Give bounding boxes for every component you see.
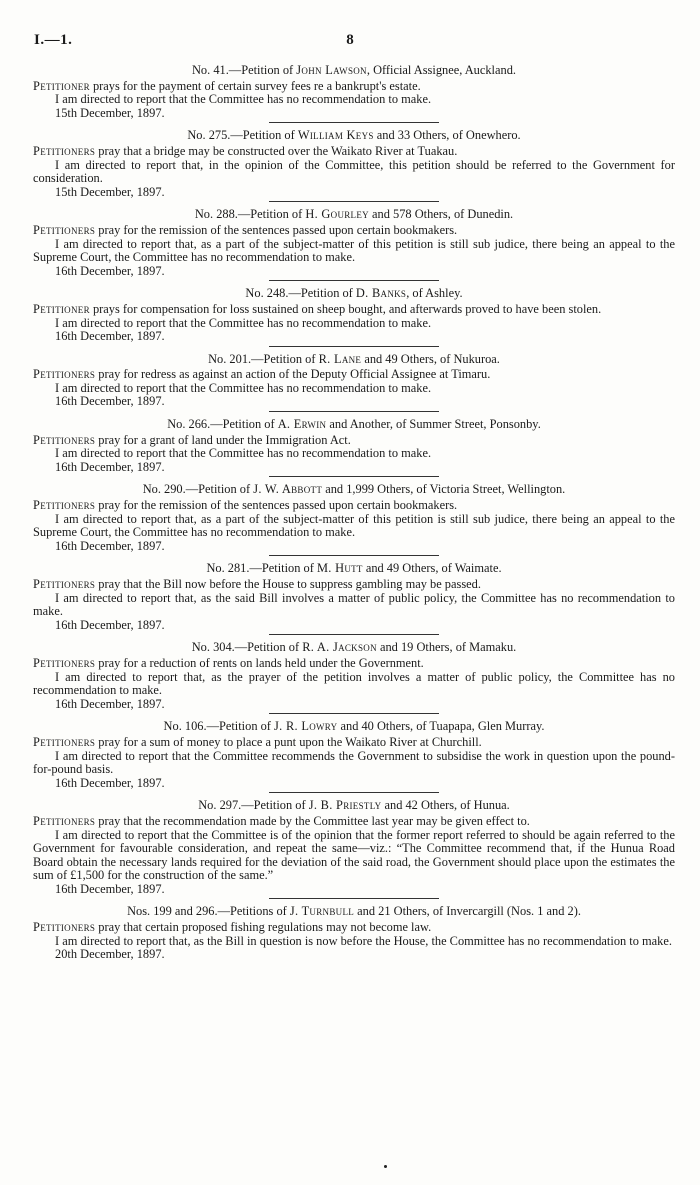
committee-report: I am directed to report that, as a part of the subject-matter of this petition is still sub judice, there being an appeal to the Supreme Court, the Committee has no recommendation to make. <box>33 236 675 265</box>
petition-origin: and 1,999 Others, of Victoria Street, Wellington. <box>322 482 566 497</box>
report-date: 16th December, 1897. <box>55 696 165 711</box>
report-date: 15th December, 1897. <box>55 184 165 199</box>
section-divider <box>269 411 439 412</box>
petition-title <box>33 562 675 576</box>
prayer-text: pray for the remission of the sentences passed upon certain bookmakers. <box>95 222 458 237</box>
prayer-lead: Petitioners <box>33 920 96 935</box>
prayer-lead: Petitioners <box>33 577 96 591</box>
petition-number: No. 201.—Petition of <box>208 351 316 366</box>
petition-number: No. 281.—Petition of <box>206 561 314 576</box>
petitions-list <box>33 64 675 966</box>
page-header <box>34 34 666 52</box>
prayer-lead: Petitioners <box>33 498 96 513</box>
petition-entry <box>33 418 675 477</box>
prayer-text: prays for the payment of certain survey fees re a bankrupt's estate. <box>89 78 421 93</box>
report-date: 16th December, 1897. <box>55 394 165 409</box>
page-number: 8 <box>346 32 354 48</box>
committee-report: I am directed to report that, as the Bill in question is now before the House, the Committee has no recommendation to make. <box>55 933 672 948</box>
petition-number: No. 266.—Petition of <box>167 417 275 432</box>
petitioner-name: A. Erwin <box>277 417 327 432</box>
committee-report: I am directed to report that, as a part of the subject-matter of this petition is still sub judice, there being an appeal to the Supreme Court, the Committee has no recommendation to make. <box>33 511 675 540</box>
petition-entry <box>33 287 675 346</box>
prayer-text: pray that certain proposed fishing regulations may not become law. <box>95 920 432 935</box>
petitioner-name: H. Gourley <box>305 207 369 222</box>
prayer-lead: Petitioners <box>33 813 96 828</box>
petition-origin: and 42 Others, of Hunua. <box>381 798 510 813</box>
section-divider <box>269 555 439 556</box>
committee-report: I am directed to report that the Committee has no recommendation to make. <box>55 315 432 330</box>
petition-entry <box>33 64 675 123</box>
prayer-text: prays for compensation for loss sustained on sheep bought, and afterwards proved to have been stolen. <box>89 301 602 316</box>
petitioner-name: J. B. Priestly <box>308 798 382 813</box>
petition-entry <box>33 483 675 556</box>
petition-title <box>33 418 675 432</box>
committee-report: I am directed to report that, as the said Bill involves a matter of public policy, the Committee has no recommendation to make. <box>33 590 675 619</box>
petition-entry <box>33 353 675 412</box>
section-divider <box>269 476 439 477</box>
petition-title <box>33 483 675 497</box>
petition-title <box>33 129 675 143</box>
petition-title <box>33 799 675 813</box>
section-divider <box>269 713 439 714</box>
section-divider <box>269 122 439 123</box>
section-divider <box>269 201 439 202</box>
petition-number: No. 304.—Petition of <box>191 640 300 655</box>
petitioner-name: R. Lane <box>318 351 362 366</box>
petition-title <box>33 905 675 919</box>
paper-reference: I.—1. <box>34 32 73 48</box>
committee-report: I am directed to report that, as the prayer of the petition involves a matter of public policy, the Committee has no recommendation to make. <box>33 669 675 698</box>
report-date: 16th December, 1897. <box>55 538 165 553</box>
petition-origin: and 49 Others, of Waimate. <box>362 561 502 576</box>
section-divider <box>269 346 439 347</box>
committee-report: I am directed to report that, in the opinion of the Committee, this petition should be referred to the Government for consideration. <box>33 157 675 186</box>
petition-title <box>33 720 675 734</box>
petition-origin: and 21 Others, of Invercargill (Nos. 1 and 2). <box>354 904 581 919</box>
petition-prayer <box>33 434 675 448</box>
petition-entry <box>33 799 675 899</box>
prayer-text: pray for redress as against an action of the Deputy Official Assignee at Timaru. <box>95 367 491 382</box>
petition-origin: and 33 Others, of Onewhero. <box>373 128 521 143</box>
petitioner-name: M. Hutt <box>316 561 363 576</box>
section-divider <box>269 634 439 635</box>
prayer-text: pray for a reduction of rents on lands held under the Government. <box>95 655 424 670</box>
section-divider <box>269 280 439 281</box>
petition-origin: and 40 Others, of Tuapapa, Glen Murray. <box>337 719 545 734</box>
petition-number: No. 275.—Petition of <box>187 128 295 143</box>
petition-origin: and 19 Others, of Mamaku. <box>376 640 517 655</box>
petition-title <box>33 287 675 301</box>
prayer-text: pray for the remission of the sentences passed upon certain bookmakers. <box>95 498 458 513</box>
report-date: 15th December, 1897. <box>55 105 165 120</box>
prayer-text: pray that the recommendation made by the Committee last year may be given effect to. <box>95 813 530 828</box>
petitioner-name: J. W. Abbott <box>253 482 323 497</box>
petitioner-name: J. Turnbull <box>289 904 355 919</box>
report-date: 20th December, 1897. <box>55 947 165 962</box>
petition-entry <box>33 208 675 281</box>
prayer-lead: Petitioner <box>33 78 90 93</box>
prayer-text: pray that the Bill now before the House to suppress gambling may be passed. <box>95 577 481 591</box>
report-date: 16th December, 1897. <box>55 263 165 278</box>
prayer-lead: Petitioners <box>33 367 96 382</box>
section-divider <box>269 898 439 899</box>
prayer-text: pray for a sum of money to place a punt upon the Waikato River at Churchill. <box>95 734 482 749</box>
petition-title <box>33 641 675 655</box>
committee-report: I am directed to report that the Committee is of the opinion that the former report referred to should be again referred to the Government for favourable consideration, and repeat the same—viz.: “The Committee recommend that, if the Hunua Road Board obtain the necessary lands required for the deviation of the said road, the Government should place upon the estimates the sum of £1,500 for the construction of the same.” <box>33 827 675 883</box>
petitioner-name: J. R. Lowry <box>274 719 338 734</box>
petition-title <box>33 64 675 78</box>
petition-number: No. 288.—Petition of <box>194 207 303 222</box>
petition-origin: and Another, of Summer Street, Ponsonby. <box>326 417 541 432</box>
petition-number: No. 41.—Petition of <box>191 63 294 77</box>
petition-prayer <box>33 368 675 382</box>
prayer-lead: Petitioners <box>33 734 96 749</box>
petition-number: No. 297.—Petition of <box>198 798 306 813</box>
petition-entry <box>33 905 675 961</box>
section-divider <box>269 792 439 793</box>
committee-report: I am directed to report that the Committee has no recommendation to make. <box>55 380 432 395</box>
petition-prayer <box>33 578 675 592</box>
petition-origin: and 578 Others, of Dunedin. <box>368 207 514 222</box>
report-date: 16th December, 1897. <box>55 775 165 790</box>
petition-prayer <box>33 657 675 671</box>
petition-title <box>33 353 675 367</box>
prayer-lead: Petitioners <box>33 143 96 158</box>
footer-mark <box>384 1165 387 1168</box>
petitioner-name: R. A. Jackson <box>302 640 377 655</box>
petition-origin: , of Ashley. <box>406 286 463 301</box>
prayer-lead: Petitioners <box>33 432 96 447</box>
petition-entry <box>33 720 675 793</box>
petition-origin: , Official Assignee, Auckland. <box>366 63 516 77</box>
petition-entry <box>33 641 675 714</box>
report-date: 16th December, 1897. <box>55 617 165 632</box>
petition-origin: and 49 Others, of Nukuroa. <box>361 351 500 366</box>
petition-number: No. 290.—Petition of <box>142 482 251 497</box>
petition-prayer <box>33 303 675 317</box>
petition-entry <box>33 129 675 202</box>
petition-number: No. 248.—Petition of <box>245 286 353 301</box>
petition-prayer <box>33 499 675 513</box>
petitioner-name: William Keys <box>297 128 374 143</box>
petition-prayer <box>33 145 675 159</box>
committee-report: I am directed to report that the Committee has no recommendation to make. <box>55 446 432 461</box>
report-date: 16th December, 1897. <box>55 329 165 344</box>
committee-report: I am directed to report that the Committee recommends the Government to subsidise the work in question upon the pound-for-pound basis. <box>33 748 675 777</box>
petition-prayer <box>33 80 675 94</box>
petition-prayer <box>33 815 675 829</box>
petitioner-name: John Lawson <box>296 63 367 77</box>
petition-title <box>33 208 675 222</box>
prayer-lead: Petitioner <box>33 301 90 316</box>
report-date: 16th December, 1897. <box>55 881 165 896</box>
petition-number: No. 106.—Petition of <box>163 719 271 734</box>
prayer-lead: Petitioners <box>33 655 96 670</box>
petition-prayer <box>33 736 675 750</box>
report-date: 16th December, 1897. <box>55 459 165 474</box>
prayer-text: pray that a bridge may be constructed over the Waikato River at Tuakau. <box>95 143 458 158</box>
petition-number: Nos. 199 and 296.—Petitions of <box>127 904 287 919</box>
prayer-text: pray for a grant of land under the Immigration Act. <box>95 432 351 447</box>
committee-report: I am directed to report that the Committee has no recommendation to make. <box>55 92 432 107</box>
prayer-lead: Petitioners <box>33 222 96 237</box>
petition-prayer <box>33 921 675 935</box>
petition-entry <box>33 562 675 635</box>
petitioner-name: D. Banks <box>355 286 407 301</box>
petition-prayer <box>33 224 675 238</box>
